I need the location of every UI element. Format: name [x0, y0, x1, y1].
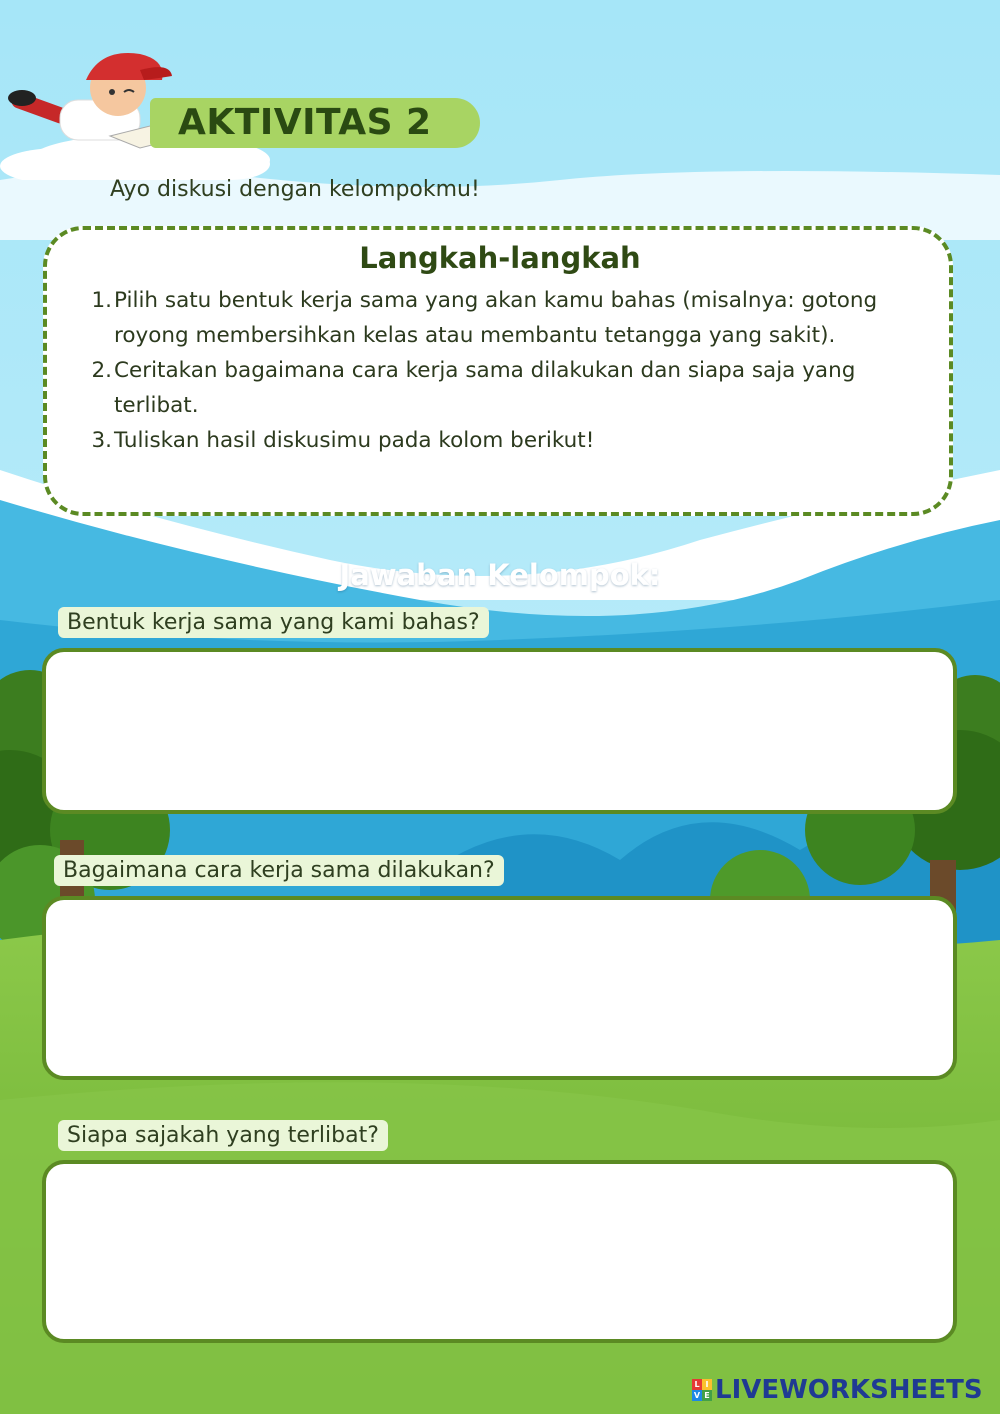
- answer-field-bentuk[interactable]: [42, 648, 957, 814]
- step-text: Pilih satu bentuk kerja sama yang akan kamu bahas (misalnya: gotong royong membersihkan kelas atau membantu tetangga yang sakit).: [114, 288, 878, 348]
- logo-text: LIVEWORKSHEETS: [715, 1375, 983, 1405]
- list-item: [80, 283, 930, 353]
- question-label: Bagaimana cara kerja sama dilakukan?: [54, 855, 504, 886]
- steps-list: [80, 283, 930, 458]
- step-text: Tuliskan hasil diskusimu pada kolom berikut!: [114, 428, 595, 453]
- list-item: [80, 423, 930, 458]
- step-number: 1.: [91, 288, 112, 313]
- step-number: 3.: [91, 428, 112, 453]
- answer-field-cara[interactable]: [42, 896, 957, 1080]
- answer-field-siapa[interactable]: [42, 1160, 957, 1343]
- list-item: [80, 353, 930, 423]
- liveworksheets-logo[interactable]: [692, 1374, 983, 1406]
- question-label: Bentuk kerja sama yang kami bahas?: [58, 607, 489, 638]
- step-text: Ceritakan bagaimana cara kerja sama dilakukan dan siapa saja yang terlibat.: [114, 358, 856, 418]
- question-label: Siapa sajakah yang terlibat?: [58, 1120, 388, 1151]
- instruction-subtitle: Ayo diskusi dengan kelompokmu!: [110, 177, 480, 202]
- page-title: AKTIVITAS 2: [178, 102, 432, 143]
- liveworksheets-logo-icon: L I V E: [692, 1379, 712, 1401]
- step-number: 2.: [91, 358, 112, 383]
- answers-heading: Jawaban Kelompok:: [339, 558, 661, 592]
- steps-title: Langkah-langkah: [359, 241, 641, 275]
